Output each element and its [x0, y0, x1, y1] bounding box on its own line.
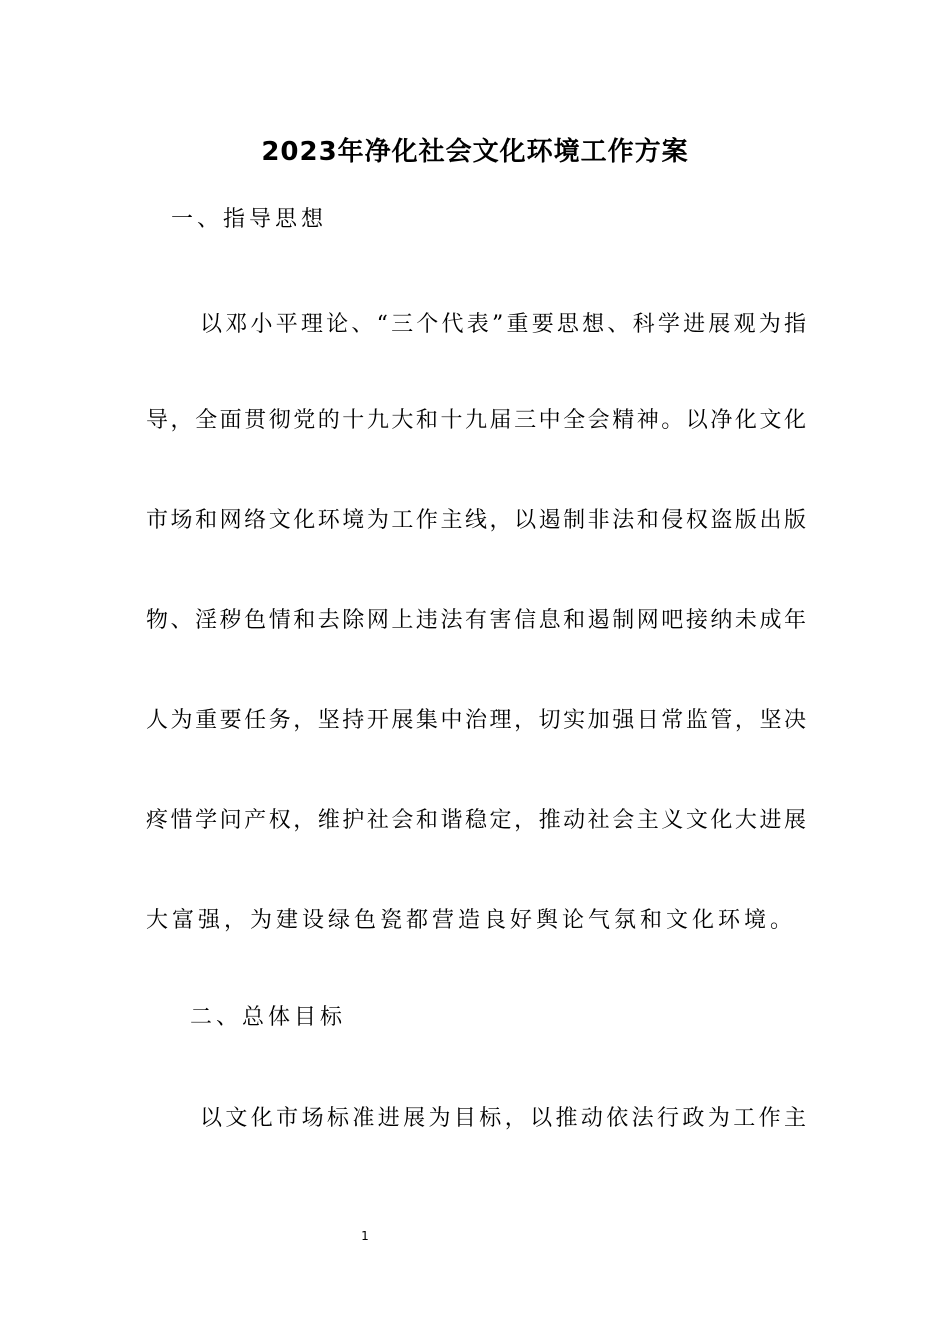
paragraph-line: 人为重要任务，坚持开展集中治理，切实加强日常监管，坚决	[146, 708, 806, 733]
paragraph-line: 以文化市场标准进展为目标，以推动依法行政为工作主	[200, 1106, 806, 1131]
paragraph-line: 疼惜学问产权，维护社会和谐稳定，推动社会主义文化大进展	[146, 808, 806, 833]
paragraph-line: 以邓小平理论、“三个代表”重要思想、科学进展观为指	[200, 312, 806, 337]
document-title: 2023年净化社会文化环境工作方案	[261, 137, 689, 167]
paragraph-line: 市场和网络文化环境为工作主线，以遏制非法和侵权盗版出版	[146, 508, 806, 533]
paragraph-line: 导，全面贯彻党的十九大和十九届三中全会精神。以净化文化	[146, 408, 806, 433]
section-heading-overall-goal: 二、总体目标	[190, 1005, 347, 1030]
page-number: 1	[361, 1229, 369, 1243]
paragraph-line: 物、淫秽色情和去除网上违法有害信息和遏制网吧接纳未成年	[146, 608, 806, 633]
paragraph-line: 大富强，为建设绿色瓷都营造良好舆论气氛和文化环境。	[146, 908, 797, 933]
section-heading-guiding-ideology: 一、指导思想	[171, 207, 328, 232]
